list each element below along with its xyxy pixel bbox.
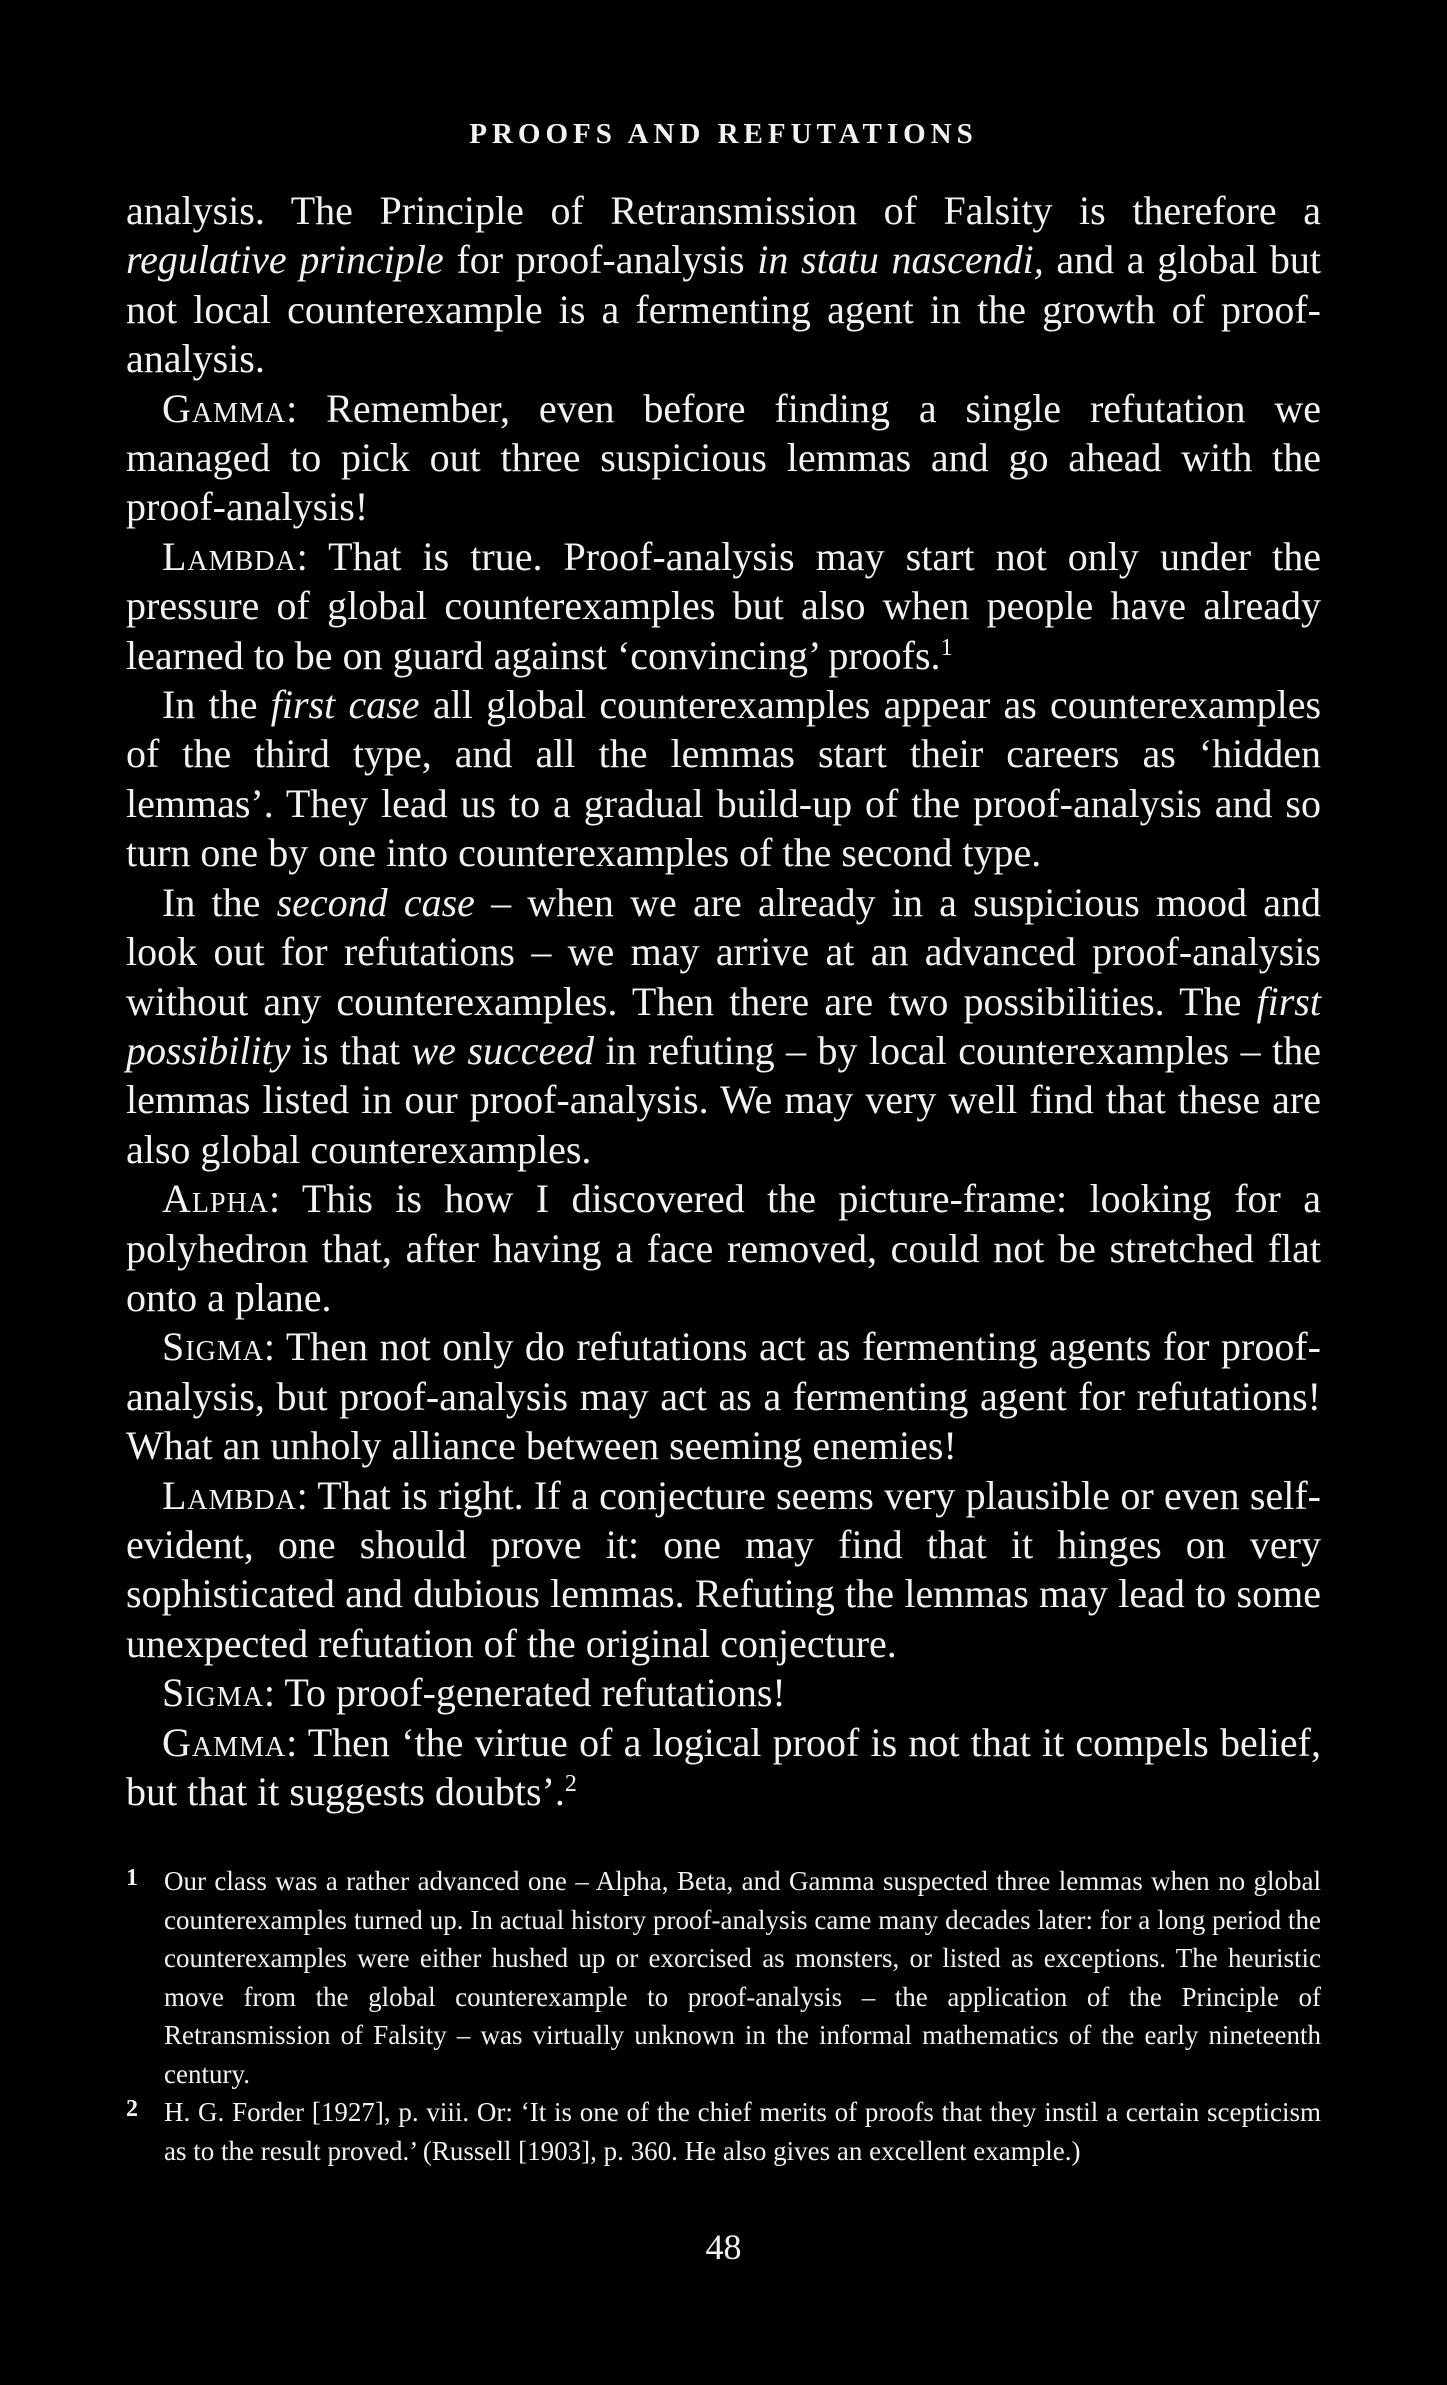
text-run: is that [290,1027,412,1073]
text-run: analysis. The Principle of Retransmission of Falsity is therefore a [126,188,1321,233]
text-run: In the [162,879,277,925]
footnote-text: H. G. Forder [1927], p. viii. Or: ‘It is one of the chief merits of proofs that they instil a certain scepticism as to the result proved.’ (Russell [1903], p. 360. He also gives an excellent example.) [164,2097,1321,2166]
text-run: – when we are already in a suspicious mood and look out for refutations – we may arrive at an advanced proof-analysis without any counterexamples. Then there are two possibilities. The [126,879,1321,1024]
text-run: In the [162,682,271,728]
text-run: for proof-analysis [443,237,758,283]
paragraph-10 [126,1718,1321,1817]
speech-text: : To proof-generated refutations! [263,1670,786,1716]
paragraph-2 [126,384,1321,532]
footnote-mark: 2 [126,2096,138,2122]
paragraph-8 [126,1471,1321,1669]
speaker-name: Alpha [162,1176,270,1222]
speaker-name: Gamma [162,1719,287,1765]
footnote-1 [126,1862,1321,2093]
italic-phrase: second case [276,879,475,925]
speaker-name: Gamma [162,385,287,431]
italic-phrase: regulative principle [126,237,444,283]
text-run: in refuting – by local counterexamples – the lemmas listed in our proof-analysis. We may very well find that these are also global counterexamples. [126,1027,1321,1172]
paragraph-6 [126,1174,1321,1322]
paragraph-9 [126,1668,1321,1717]
italic-phrase: in statu nascendi, [757,237,1044,283]
speech-text: : That is right. If a conjecture seems very plausible or even self-evident, one should prove it: one may find that it hinges on very sophisticated and dubious lemmas. Refuting the lemmas may lead to some unexpected refutation of the original conjecture. [126,1472,1321,1666]
paragraph-3 [126,532,1321,680]
main-text [126,186,1321,1816]
footnote-reference: 1 [940,634,953,661]
italic-phrase: we succeed [411,1027,594,1073]
footnote-2 [126,2093,1321,2170]
footnote-text: Our class was a rather advanced one – Alpha, Beta, and Gamma suspected three lemmas when no global counterexamples turned up. In actual history proof-analysis came many decades later: for a long period the counterexamples were either hushed up or exorcised as monsters, or listed as exceptions. The heuristic move from the global counterexample to proof-analysis – the application of the Principle of Retransmission of Falsity – was virtually unknown in the informal mathematics of the early nineteenth century. [164,1866,1321,2089]
speaker-name: Lambda [162,1472,297,1518]
text-run: all global counterexamples appear as counterexamples of the third type, and all the lemmas start their careers as ‘hidden lemmas’. They lead us to a gradual build-up of the proof-analysis and so turn one by one into counterexamples of the second type. [126,682,1322,876]
speech-text: : Then not only do refutations act as fermenting agents for proof-analysis, but proof-analysis may act as a fermenting agent for refutations! What an unholy alliance between seeming enemies! [126,1324,1321,1469]
text-run: and a global but not local counterexample is a fermenting agent in the growth of proof-analysis. [126,237,1321,382]
running-head: PROOFS AND REFUTATIONS [469,118,978,150]
speech-text: : That is true. Proof-analysis may start not only under the pressure of global counterexamples but also when people have already learned to be on guard against ‘convincing’ proofs. [126,533,1321,678]
speaker-name: Sigma [162,1324,264,1370]
paragraph-4 [126,680,1321,878]
speech-text: : Then ‘the virtue of a logical proof is not that it compels belief, but that it suggests doubts’. [126,1719,1321,1814]
italic-phrase: first possibility [126,978,1321,1073]
page-number: 48 [705,2227,742,2267]
speech-text: : This is how I discovered the picture-frame: looking for a polyhedron that, after having a face removed, could not be stretched flat onto a plane. [126,1176,1321,1320]
paragraph-7 [126,1322,1321,1470]
speaker-name: Sigma [162,1670,264,1716]
speech-text: : Remember, even before finding a single refutation we managed to pick out three suspicious lemmas and go ahead with the proof-analysis! [126,385,1321,530]
footnotes [126,1862,1321,2170]
speaker-name: Lambda [162,533,297,579]
paragraph-5 [126,878,1321,1174]
paragraph-1 [126,186,1321,384]
footnote-reference: 2 [564,1771,577,1797]
footnote-mark: 1 [126,1865,138,1891]
italic-phrase: first case [270,682,420,728]
